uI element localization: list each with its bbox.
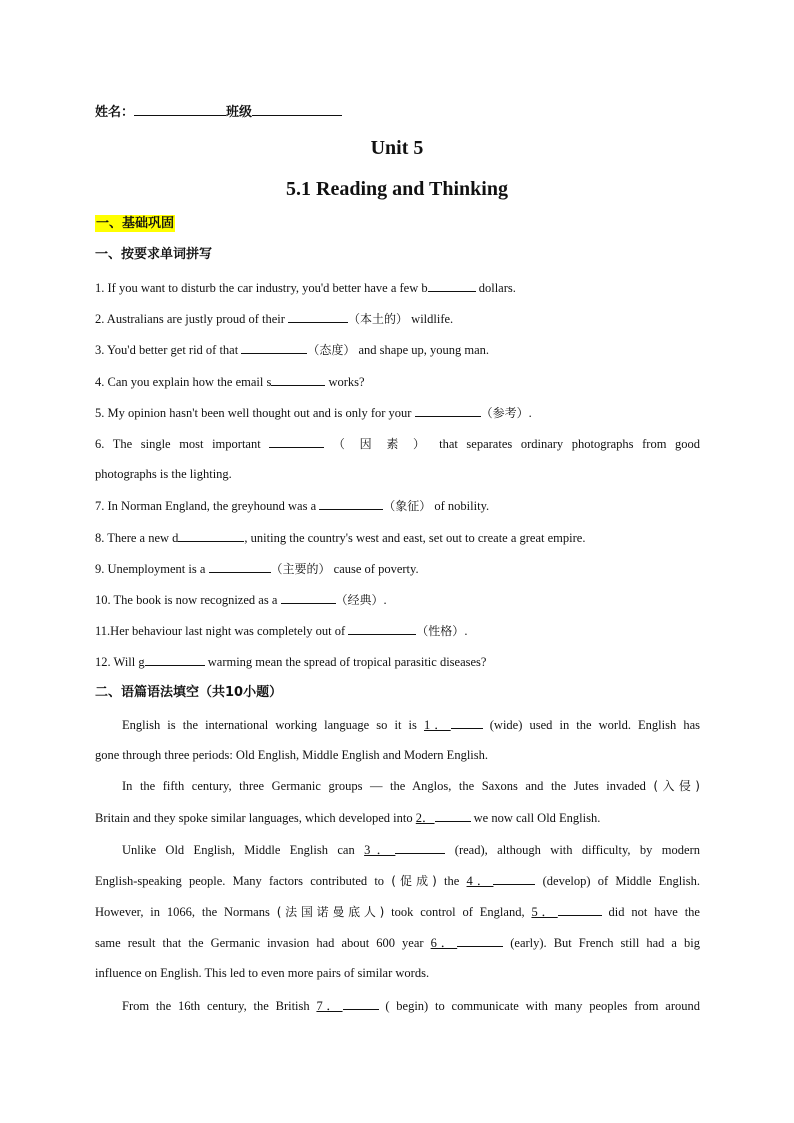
question-text: wildlife. <box>411 312 454 326</box>
passage-text: (early). But French still had a big <box>503 936 700 950</box>
passage-text: From the 16th century, the British <box>122 999 317 1013</box>
chinese-hint: （经典） <box>335 593 384 607</box>
question-text: . <box>383 593 387 607</box>
passage-p3-line5: influence on English. This led to even more pairs of similar words. <box>95 966 430 980</box>
passage-text: Britain and they spoke similar languages, which developed into <box>95 811 416 825</box>
name-label: 姓名： <box>95 105 135 120</box>
question-text: 12. Will g <box>95 655 145 669</box>
question-2 <box>95 309 700 328</box>
answer-blank[interactable] <box>241 340 307 354</box>
question-4 <box>95 372 700 391</box>
answer-blank[interactable] <box>415 403 481 417</box>
part2-heading: 二、语篇语法填空（共10小题） <box>95 685 283 700</box>
section-basic-heading: 一、基础巩固 <box>96 216 175 231</box>
passage-text: (read), although with difficulty, by modern <box>445 843 700 857</box>
question-text: 11.Her behaviour last night was completely out of <box>95 624 349 638</box>
class-label: 班级 <box>226 105 253 120</box>
question-text: cause of poverty. <box>333 562 419 576</box>
chinese-hint: （象征） <box>383 499 432 513</box>
passage-text: In the fifth century, three Germanic groups — the Anglos, the Saxons and the Jutes invaded <box>122 779 654 793</box>
blank-number-5: 5． <box>531 905 558 919</box>
answer-blank[interactable] <box>288 309 348 323</box>
question-1 <box>95 278 700 297</box>
passage-text: Unlike Old English, Middle English can <box>122 843 365 857</box>
question-10 <box>95 590 700 609</box>
passage-p3-line3 <box>95 902 700 921</box>
passage-p1-line2: gone through three periods: Old English, Middle English and Modern English. <box>95 748 489 762</box>
blank-number-4: 4． <box>466 874 494 888</box>
question-text: 5. My opinion hasn't been well thought out and is only for your <box>95 406 415 420</box>
passage-p2-line2 <box>95 808 700 827</box>
answer-blank-5[interactable] <box>558 902 602 916</box>
answer-blank[interactable] <box>281 590 336 604</box>
passage-p3-line4 <box>95 933 700 952</box>
name-blank[interactable] <box>134 103 226 116</box>
question-text: 9. Unemployment is a <box>95 562 209 576</box>
lesson-title: 5.1 Reading and Thinking <box>286 178 508 200</box>
class-blank[interactable] <box>252 103 342 116</box>
passage-p3-line2 <box>95 871 700 890</box>
passage-text: (develop) of Middle English. <box>535 874 700 888</box>
question-text: 2. Australians are justly proud of their <box>95 312 289 326</box>
passage-text: English is the international working language so it is <box>122 718 424 732</box>
unit-title: Unit 5 <box>370 137 424 159</box>
question-12 <box>95 652 700 671</box>
question-text: 1. If you want to disturb the car industry, you'd better have a few b <box>95 281 428 295</box>
answer-blank[interactable] <box>209 559 271 573</box>
passage-text: English-speaking people. Many factors contributed to <box>95 874 392 888</box>
chinese-hint: （ 因 素 ） <box>332 437 431 451</box>
passage-text: ( begin) to communicate with many peoples from around <box>378 999 700 1013</box>
passage-p4-line1 <box>95 996 700 1015</box>
answer-blank-6[interactable] <box>457 933 503 947</box>
answer-blank[interactable] <box>271 372 325 386</box>
blank-number-7: 7． <box>316 999 343 1013</box>
part1-heading: 一、按要求单词拼写 <box>95 247 213 262</box>
answer-blank[interactable] <box>319 496 383 510</box>
question-text: 7. In Norman England, the greyhound was a <box>95 499 320 513</box>
chinese-gloss: (法国诺曼底人) <box>276 905 385 919</box>
question-text: of nobility. <box>434 499 490 513</box>
question-text: warming mean the spread of tropical parasitic diseases? <box>204 655 487 669</box>
answer-blank[interactable] <box>178 528 244 542</box>
question-8 <box>95 528 700 547</box>
question-5 <box>95 403 700 422</box>
question-text: 10. The book is now recognized as a <box>95 593 281 607</box>
question-text: , uniting the country's west and east, set out to create a great empire. <box>244 531 586 545</box>
question-text: works? <box>325 375 365 389</box>
question-text: 4. Can you explain how the email s <box>95 375 272 389</box>
student-info-line <box>95 101 342 120</box>
passage-p3-line1 <box>95 840 700 859</box>
blank-number-2: 2． <box>415 811 435 825</box>
answer-blank-1[interactable] <box>451 715 483 729</box>
question-text: and shape up, young man. <box>358 343 490 357</box>
blank-number-6: 6． <box>430 936 458 950</box>
passage-p2-line1 <box>95 777 700 795</box>
question-text: 6. The single most important <box>95 437 270 451</box>
question-text: 8. There a new d <box>95 531 179 545</box>
answer-blank-4[interactable] <box>493 871 535 885</box>
question-7 <box>95 496 700 515</box>
question-9 <box>95 559 700 578</box>
question-text: dollars. <box>475 281 516 295</box>
passage-text: the <box>436 874 467 888</box>
question-text: . <box>528 406 532 420</box>
chinese-hint: （态度） <box>307 343 356 357</box>
answer-blank-2[interactable] <box>435 808 471 822</box>
question-text: 3. You'd better get rid of that <box>95 343 242 357</box>
question-6 <box>95 434 700 453</box>
passage-text: took control of England, <box>384 905 532 919</box>
answer-blank[interactable] <box>428 278 476 292</box>
chinese-gloss: (入侵) <box>653 779 700 793</box>
passage-text: did not have the <box>601 905 700 919</box>
answer-blank[interactable] <box>145 652 205 666</box>
blank-number-3: 3． <box>364 843 396 857</box>
chinese-gloss: (促成) <box>391 874 437 888</box>
answer-blank-7[interactable] <box>343 996 379 1010</box>
question-6-continued: photographs is the lighting. <box>95 467 232 481</box>
blank-number-1: 1． <box>423 718 451 732</box>
passage-text: we now call Old English. <box>470 811 601 825</box>
question-text: that separates ordinary photographs from good <box>439 437 701 451</box>
chinese-hint: （本土的） <box>348 312 409 326</box>
chinese-hint: （性格） <box>416 624 465 638</box>
question-text: . <box>464 624 468 638</box>
answer-blank[interactable] <box>269 434 324 448</box>
answer-blank-3[interactable] <box>395 840 445 854</box>
passage-text: same result that the Germanic invasion had about 600 year <box>95 936 431 950</box>
chinese-hint: （参考） <box>480 406 529 420</box>
passage-p1-line1 <box>95 715 700 734</box>
passage-text: (wide) used in the world. English has <box>482 718 700 732</box>
question-3 <box>95 340 700 359</box>
passage-text: However, in 1066, the Normans <box>95 905 277 919</box>
answer-blank[interactable] <box>348 621 416 635</box>
question-11 <box>95 621 700 640</box>
chinese-hint: （主要的） <box>270 562 331 576</box>
